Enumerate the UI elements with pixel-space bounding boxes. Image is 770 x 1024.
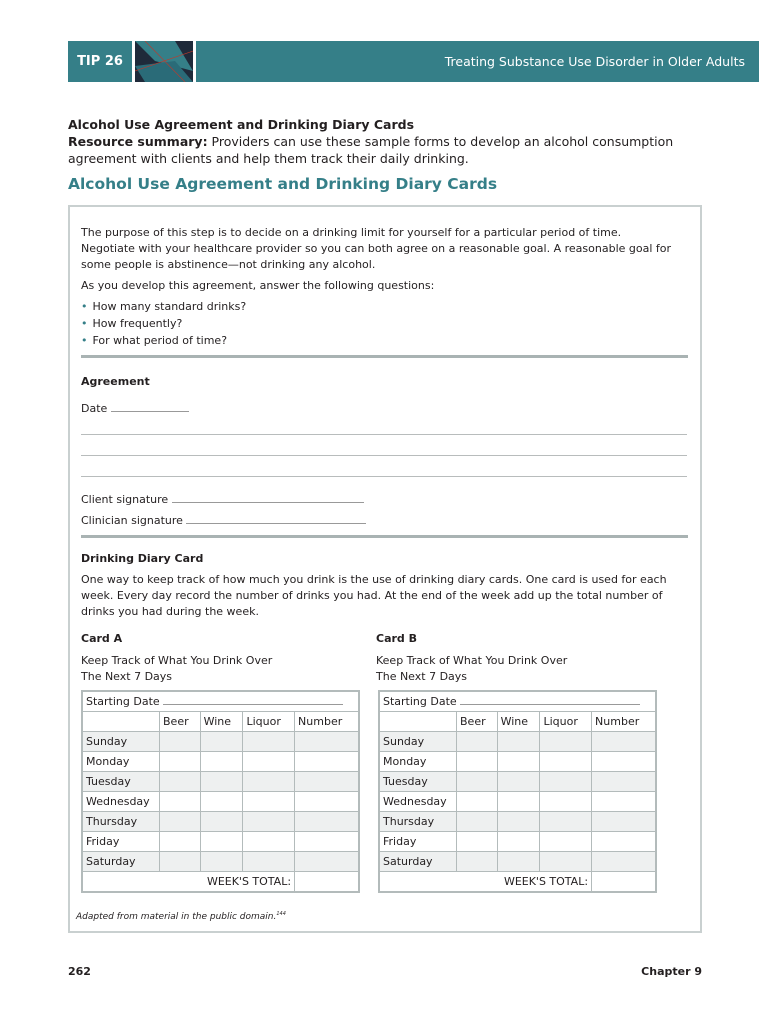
column-header: Beer [457,712,498,732]
day-label: Wednesday [82,792,160,812]
entry-cell[interactable] [200,732,243,752]
agreement-heading: Agreement [81,375,150,388]
starting-date-field[interactable] [379,691,656,712]
table-row [379,752,656,772]
day-label: Tuesday [379,772,457,792]
card-a-subtitle: Keep Track of What You Drink Over The Next 7 Days [81,654,273,683]
entry-cell[interactable] [592,732,656,752]
card-a-title: Card A [81,632,123,645]
table-row [379,832,656,852]
starting-date-label: Starting Date [383,695,457,708]
entry-cell[interactable] [160,852,201,872]
entry-cell[interactable] [457,832,498,852]
starting-date-label: Starting Date [86,695,160,708]
weeks-total-label: WEEK'S TOTAL: [82,872,295,893]
date-label: Date [81,402,108,415]
card-b-title: Card B [376,632,418,645]
day-label: Monday [379,752,457,772]
day-label: Sunday [379,732,457,752]
clinician-signature-field[interactable] [81,513,366,529]
entry-cell[interactable] [295,852,359,872]
entry-cell[interactable] [540,832,592,852]
summary-heading: Alcohol Use Agreement and Drinking Diary Cards [68,117,415,132]
agreement-line[interactable] [81,434,687,435]
intro-text: The purpose of this step is to decide on a drinking limit for yourself for a particular period of time. Negotiate with your healthcare provider so you can both agree on a reasonable goal. A reasonable goal for some people is abstinence—not drinking any alcohol. [81,226,672,271]
entry-cell[interactable] [457,812,498,832]
table-row [379,852,656,872]
column-header: Beer [160,712,201,732]
card-b-subtitle: Keep Track of What You Drink Over The Next 7 Days [376,654,568,683]
divider [81,355,688,358]
header-title: Treating Substance Use Disorder in Older Adults [196,41,759,82]
entry-cell[interactable] [497,732,540,752]
entry-cell[interactable] [160,792,201,812]
table-row [379,792,656,812]
column-header: Liquor [540,712,592,732]
entry-cell[interactable] [540,752,592,772]
header-cell [379,712,457,732]
entry-cell[interactable] [497,812,540,832]
agreement-line[interactable] [81,455,687,456]
entry-cell[interactable] [243,792,295,812]
column-header: Wine [200,712,243,732]
table-row [379,812,656,832]
section-title: Alcohol Use Agreement and Drinking Diary Cards [68,175,498,193]
entry-cell[interactable] [160,812,201,832]
agreement-line[interactable] [81,476,687,477]
entry-cell[interactable] [295,732,359,752]
entry-cell[interactable] [497,772,540,792]
entry-cell[interactable] [540,792,592,812]
entry-cell[interactable] [243,852,295,872]
entry-cell[interactable] [160,772,201,792]
entry-cell[interactable] [540,772,592,792]
entry-cell[interactable] [200,752,243,772]
table-row [379,772,656,792]
summary-label: Resource summary: [68,134,208,149]
table-row [82,852,359,872]
entry-cell[interactable] [497,752,540,772]
day-label: Friday [82,832,160,852]
entry-cell[interactable] [497,852,540,872]
question: • How frequently? [81,315,246,332]
entry-cell[interactable] [457,732,498,752]
entry-cell[interactable] [243,832,295,852]
entry-cell[interactable] [160,832,201,852]
entry-cell[interactable] [243,732,295,752]
entry-cell[interactable] [592,832,656,852]
questions-list [81,298,246,349]
entry-cell[interactable] [295,792,359,812]
diary-text: One way to keep track of how much you drink is the use of drinking diary cards. One card is used for each week. Every day record the number of drinks you had. At the end of the week add up the total number of drinks you had during the week. [81,573,667,618]
card-a-table [81,690,360,893]
entry-cell[interactable] [457,752,498,772]
entry-cell[interactable] [497,792,540,812]
entry-cell[interactable] [592,772,656,792]
question: • How many standard drinks? [81,298,246,315]
day-label: Thursday [82,812,160,832]
source-note [76,906,286,925]
entry-cell[interactable] [457,792,498,812]
entry-cell[interactable] [243,812,295,832]
weeks-total-cell[interactable] [295,872,359,893]
table-row [82,792,359,812]
column-header: Wine [497,712,540,732]
client-signature-label: Client signature [81,493,169,506]
entry-cell[interactable] [243,752,295,772]
entry-cell[interactable] [295,772,359,792]
day-label: Saturday [379,852,457,872]
entry-cell[interactable] [243,772,295,792]
entry-cell[interactable] [457,772,498,792]
entry-cell[interactable] [200,772,243,792]
client-signature-field[interactable] [81,492,364,508]
source-ref: 144 [276,911,286,917]
card-b-table [378,690,657,893]
entry-cell[interactable] [160,752,201,772]
header [68,41,759,82]
table-row [82,812,359,832]
day-label: Monday [82,752,160,772]
table-row [82,772,359,792]
column-header: Number [592,712,656,732]
weeks-total-label: WEEK'S TOTAL: [379,872,592,893]
summary-text: Providers can use these sample forms to develop an alcohol consumption agreement with clients and help them track their daily drinking. [68,134,674,166]
chapter-label: Chapter 9 [641,965,702,978]
day-label: Sunday [82,732,160,752]
page-number: 262 [68,965,91,978]
starting-date-field[interactable] [82,691,359,712]
table-row [82,832,359,852]
entry-cell[interactable] [497,832,540,852]
entry-cell[interactable] [295,812,359,832]
questions-intro: As you develop this agreement, answer the following questions: [81,279,435,292]
day-label: Saturday [82,852,160,872]
header-art-image [135,41,193,82]
divider [81,535,688,538]
source-text: Adapted from material in the public domain. [76,912,277,922]
entry-cell[interactable] [160,732,201,752]
entry-cell[interactable] [200,812,243,832]
day-label: Tuesday [82,772,160,792]
entry-cell[interactable] [540,852,592,872]
entry-cell[interactable] [592,792,656,812]
entry-cell[interactable] [592,812,656,832]
date-field[interactable] [81,401,189,417]
day-label: Wednesday [379,792,457,812]
entry-cell[interactable] [200,852,243,872]
table-row [82,732,359,752]
entry-cell[interactable] [295,832,359,852]
entry-cell[interactable] [592,752,656,772]
tip-label: TIP 26 [68,41,132,82]
entry-cell[interactable] [592,852,656,872]
question: • For what period of time? [81,332,246,349]
table-row [82,752,359,772]
entry-cell[interactable] [200,832,243,852]
column-header: Number [295,712,359,732]
entry-cell[interactable] [540,732,592,752]
day-label: Friday [379,832,457,852]
clinician-signature-label: Clinician signature [81,514,183,527]
entry-cell[interactable] [457,852,498,872]
entry-cell[interactable] [540,812,592,832]
day-label: Thursday [379,812,457,832]
diary-heading: Drinking Diary Card [81,552,204,565]
resource-summary [68,116,688,167]
table-row [379,732,656,752]
entry-cell[interactable] [200,792,243,812]
weeks-total-cell[interactable] [592,872,656,893]
column-header: Liquor [243,712,295,732]
entry-cell[interactable] [295,752,359,772]
header-cell [82,712,160,732]
